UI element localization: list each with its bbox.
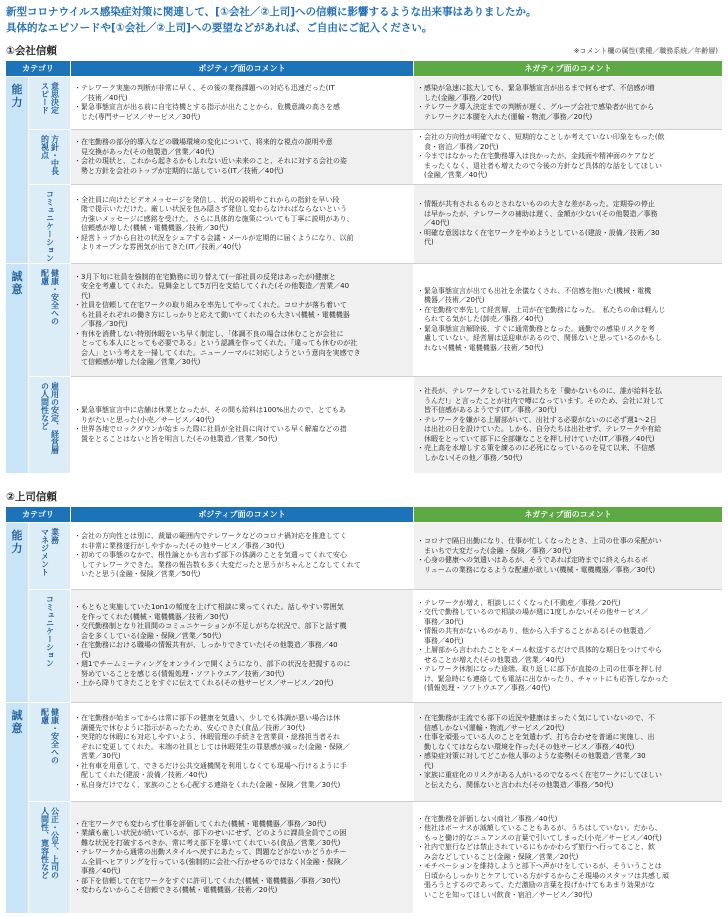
positive-comment — [71, 590, 413, 702]
positive-comment — [71, 77, 413, 129]
positive-comment — [71, 523, 413, 589]
subcategory-label: コミュニケーション — [45, 595, 55, 667]
subcategory-label: 公正・公平、上司の 人間性、寛容性など — [40, 807, 60, 879]
subcategory-cell — [29, 377, 70, 473]
negative-comment — [414, 590, 722, 702]
positive-text: ・もともと実施していた1on1の頻度を上げて相談に乗ってくれた。話しやすい雰囲気 を作ってくれた(機械・電機機器／技術／30代) ・交代勤務制となり社員間のコミュニケーションが不足しがちな状況で、部下と話す機 会を多くしている(金融・保険／営業／50代) ・在宅勤務における職場の情報共有が、しっかりできていた(その他製造／事務／40 代) ・週1でチームミーティングをオンラインで開くようになり、部下の状況を把握するのに 努めていることを感じる(情報処理・ソフトウエア／技術／30代) ・上から降りてきたことをすぐに伝えてくれる(その他サービス／サービス／20代) — [74, 603, 351, 688]
positive-text: ・会社の方向性とは別に、裁量の範囲内でテレワークなどのコロナ禍対応を推進してく れ非常に業務遂行がしやすかった(その他サービス／事務／30代) ・初めての事態のなかで、根性論とかも言わず部下の体調のことを気遣ってくれて安心 してテレワークできた。業務の報告数も多く大変だったと思うがちゃんとこなしてくれて いたと思う(金融・保険／営業／50代) — [74, 532, 361, 579]
group-ability — [6, 523, 28, 702]
subcategory-label: 健康・安全への 配慮 — [40, 708, 60, 764]
positive-text: ・緊急事態宣言中に店舗は休業となったが、その間も給料は100%出たので、とてもあ りがたいと思った(小売／サービス／40代) ・世界各地でロックダウンが始まった際に社員が全社員に向けている早く解雇などの措 置をとることはないと旨を明言した(その他製造／営業／50代) — [74, 406, 347, 443]
subcategory-cell — [29, 264, 70, 376]
subcategory-cell — [29, 703, 70, 801]
positive-text: ・在宅勤務の部分的導入などの職場環境の変化について、将来的な視点の説明や意 見交換があった(その他製造／営業／40代) ・会社の現状と、これから起きるかもしれない近い未来のこと、それに対する会社の姿 勢と方針を会社のトップが定期的に話している(IT／技術／40代) — [74, 138, 347, 175]
category-header: カテゴリ — [6, 61, 70, 76]
negative-text: ・在宅勤務を評価しない(商社／事務／40代) ・他社はボーナスが減額していることもあるが、うちはしていない。だから、 もっと働け的なニュアンスの言葉で引いてしまった(小売／サービス／40代) ・社内で旅行などは禁止されているにもかかわらず旅行へ行ってること、飲 み会などしていること(金融・保険／営業／20代) ・モチベーションを維持しようと部下へ声がけをしているが、そういうことは 日頃からしっかりとケアしている方がするからこそ現場のスタッフは共感し頑 張ろうとするのであって、ただ激励の言葉を投げかけてもあまり効果がな いことを知ってほしい(飲食・宿泊／サービス／30代) — [417, 814, 669, 899]
subcategory-label: 方針・中長 的視点 — [40, 135, 60, 175]
negative-text: ・情報が共有されるものとされないものの大きな差があった。定期券の停止 は早かったが、テレワークの補助は遅く、金額が少ない(その他製造／事務 ／40代) ・明確な意図はなく在宅ワークをやめようとしている(建設・設備／技術／30 代) — [417, 200, 660, 247]
positive-header: ポジティブ面のコメント — [71, 61, 413, 76]
negative-header: ネガティブ面のコメント — [414, 507, 722, 522]
section-2-header — [6, 490, 722, 505]
positive-comment — [71, 703, 413, 801]
positive-text: ・テレワーク実施の判断が非常に早く、その後の業務課題への対応も迅速だった(IT ／技術／40代) ・緊急事態宣言が出る前に自宅待機とする指示が出たことから、危機意識の高さを感 じた(専門サービス／サービス／30代) — [74, 84, 340, 121]
subcategory-label: 業務 マネジメント — [40, 528, 60, 576]
positive-header: ポジティブ面のコメント — [71, 507, 413, 522]
negative-comment — [414, 130, 722, 184]
negative-comment — [414, 264, 722, 376]
subcategory-label: 健康・安全への 配慮 — [40, 269, 60, 325]
section-2-title: ②上司信頼 — [6, 491, 57, 503]
subcategory-cell — [29, 185, 70, 263]
negative-comment — [414, 185, 722, 263]
positive-comment — [71, 264, 413, 376]
subcategory-cell — [29, 523, 70, 589]
positive-text: ・在宅勤務が始まってからは常に部下の健康を気遣い、少しでも体調が悪い場合は休 調優先で休むように指示があったため、安心できた(食品／技術／30代) ・突発的な休暇にも対応しやすいよう、休暇管理の手続きを営業員・総務担当者それ ぞれに変更してくれた。末端の社員としては休暇発生の罪悪感が減った(金融・保険／ 営業／30代) ・社有車を用意して、できるだけ公共交通機関を利用しなくても現場へ行けるように手 配してくれた(建設・設備／技術／40代) ・私自身だけでなく、家族のことも心配する連絡をくれた(金融・保険／営業／30代) — [74, 714, 350, 789]
positive-text: ・3月下旬に社員を強制的在宅勤務に切り替えて(一部社員の反発はあったが)健康と 安全を考慮してくれた。見舞金として5万円を支給してくれた(その他製造／営業／40 代) ・社員を信頼して在宅ワークの取り組みを率先してやってくれた。コロナが落ち着いて も社員それぞれの働き方にしっかりと応えて動いてくれたのも大きい(機械・電機機器 ／事務／30代) ・有休を消費しない特別休暇をいち早く制定し、「体調不良の場合は休むことが会社に とっても本人にとっても必要である」という認識を作ってくれた。「違っても休むのが社 会人」という考えを一掃してくれた。ニューノーマルに対応しようという意向を実感でき て信頼感が増した(金融／営業／30代) — [74, 272, 361, 366]
intro-line-1: 新型コロナウイルス感染症対策に関連して、[①会社／②上司]への信頼に影響するような出来事はありましたか。 — [6, 6, 537, 18]
subcategory-cell — [29, 130, 70, 184]
group-label: 能 力 — [11, 529, 23, 555]
subcategory-cell — [29, 77, 70, 129]
supervisor-trust-table — [6, 507, 722, 913]
subcategory-label: 意思決定 スピード — [40, 82, 60, 114]
positive-comment — [71, 377, 413, 473]
group-ability — [6, 77, 28, 263]
attribute-note: ※コメント欄の属性(業種／職務系統／年齢層) — [573, 47, 718, 55]
positive-text: ・全社員に向けたビデオメッセージを発信し、状況の説明やこれからの指針を早い段 階で提示いただけた。厳しい状況を包み隠さず発信し変わらなければならないという 力強いメッセージに感銘を受けた。さらに具体的な施策についても丁寧に説明があり、 信頼感が増した(機械・電機機器／技術／30代) ・経営トップから自社の状況をシェアする会議・メールが定期的に届くようになり、以前 よりオープンな雰囲気が出てきた(IT／技術／40代) — [74, 195, 354, 251]
positive-text: ・在宅ワークでも変わらず仕事を評価してくれた(機械・電機機器／事務／30代) ・業績も厳しい状況が続いているが、部下のせいにせず、どのように課員全員でこの困 難な状況を打破するべきか、常に考え部下を導いてくれている(食品／営業／30代) ・テレワークから通常の出勤スタイルへ戻すにあたって、問題などがないかどうかチー ム全員へヒアリングを行っている(強制的に会社へ行かせるのではなく)(金融・保険／ 事務／40代) ・部下を信頼して在宅ワークをすぐに許可してくれた(機械・電機機器／事務／30代) ・変わらないからこそ信頼できる(機械・電機機器／技術／20代) — [74, 819, 348, 894]
group-sincerity — [6, 264, 28, 473]
group-sincerity — [6, 703, 28, 913]
negative-text: ・コロナで隔日出勤になり、仕事が忙しくなったとき、上司の仕事の采配がい まいちで大変だった(金融・保険／事務／30代) ・心身の健康への気遣いはあるが、そうであれば定時までに終えられるボ リュームの業務になるような配慮が欲しい(機械・電機機器／事務／30代) — [417, 537, 662, 574]
intro-text — [6, 4, 722, 36]
negative-text: ・緊急事態宣言が出ても出社を余儀なくされ、不信感を抱いた(機械・電機 機器／技術／20代) ・在宅勤務で率先して経営層、上司が在宅勤務になった。 私たちの命は軽んじ られてる気がした(卸売／事務／40代) ・緊急事態宣言解除後、すぐに通常勤務となった。通勤での感染リスクを考 慮していない。経営層は送迎車があるので、関係ないと思っているのかもし れない(機械・電機機器／技術／50代) — [417, 286, 666, 352]
section-1-header — [6, 44, 722, 59]
subcategory-label: コミュニケーション — [45, 190, 55, 262]
negative-text: ・在宅勤務が主流でも部下の近況や健康はまったく気にしていないので、不 信感しかない(運輸・物流／サービス／20代) ・仕事を頑張っている人のことを気遣わず、打ち合わせを普通に実施し、出 勤しなくてはならない環境を作った(その他サービス／事務／40代) ・感染症対策に対してどこか他人事のような姿勢(その他製造／営業／30 代) ・家族に重症化のリスクがある人がいるのでなるべく在宅ワークにしてほしい と伝えたら、関係ないと言われた(その他製造／事務／50代) — [417, 714, 662, 789]
negative-comment — [414, 523, 722, 589]
subcategory-cell — [29, 590, 70, 702]
group-label: 誠 意 — [11, 270, 23, 296]
positive-comment — [71, 802, 413, 913]
negative-comment — [414, 703, 722, 801]
negative-text: ・社長が、テレワークをしている社員たちを「働かないものに、誰が給料を払 うんだ!」と言ったことが社内で噂になっています。そのため、会社に対して 皆不信感があるようです(IT／事務／30代) ・テレワークを嫌がる上層部がいて、出社する必要がないのに必ず週1〜2日 は出社の日を設けていた。しかも、自分たちは出社せず、テレワークや有給 休暇をとっていて部下に全部嫌なことを押し付けていた(IT／事務／40代) ・売上高を水増しする策を練るのに必死になっているのを見て以来、不信感 しかない(その他／事務／50代) — [417, 387, 664, 462]
company-trust-table — [6, 61, 722, 473]
group-label: 能 力 — [11, 83, 23, 109]
intro-line-2: 具体的なエピソードや[①会社／②上司]への要望などがあれば、ご自由にご記入ください。 — [6, 22, 433, 34]
negative-text: ・会社の方向性が明確でなく、短期的なことしか考えていない印象をもった(飲 食・宿泊／事務／20代) ・今まではなかった在宅勤務導入は良かったが、金銭面や精神面のケアなど まったくなく、退社者も増えたので今後の方針など具体的な話をしてほしい (金融／営業／40代) — [417, 133, 665, 180]
group-label: 誠 意 — [11, 709, 23, 735]
section-1-title: ①会社信頼 — [6, 45, 57, 57]
subcategory-label: 雇用の安定、経営層 の人間性など — [40, 382, 60, 454]
negative-header: ネガティブ面のコメント — [414, 61, 722, 76]
subcategory-cell — [29, 802, 70, 913]
positive-comment — [71, 130, 413, 184]
negative-comment — [414, 802, 722, 913]
negative-comment — [414, 77, 722, 129]
negative-text: ・テレワークが増え、相談しにくくなった(不動産／事務／20代) ・交代で勤務しているので相談の場が週に1度しかない(その他サービス／ 事務／30代) ・情報の共有がないものがあり、他から入手することがある(その他製造／ 事務／40代) ・上層部から言われたことをメール転送するだけで具体的な期日をつけてやら せることが増えた(その他製造／営業／40代) ・テレワーク休制になった途端、取り返しに部下が直接の上司の仕事を押し付 け、緊急時にも連絡しても電話に出なかったり、チャットにも応答しなかった (情報処理・ソフトウエア／事務／40代) — [417, 598, 669, 692]
category-header: カテゴリ — [6, 507, 70, 522]
negative-text: ・感染が急速に拡大しても、緊急事態宣言が出るまで何もせず、不信感が増 した(金融／事務／20代) ・テレワーク導入決定までの判断が遅く、グループ会社で感染者が出てから テレワークに本腰を入れた(運輸・物流／事務／20代) — [417, 84, 655, 121]
positive-comment — [71, 185, 413, 263]
negative-comment — [414, 377, 722, 473]
